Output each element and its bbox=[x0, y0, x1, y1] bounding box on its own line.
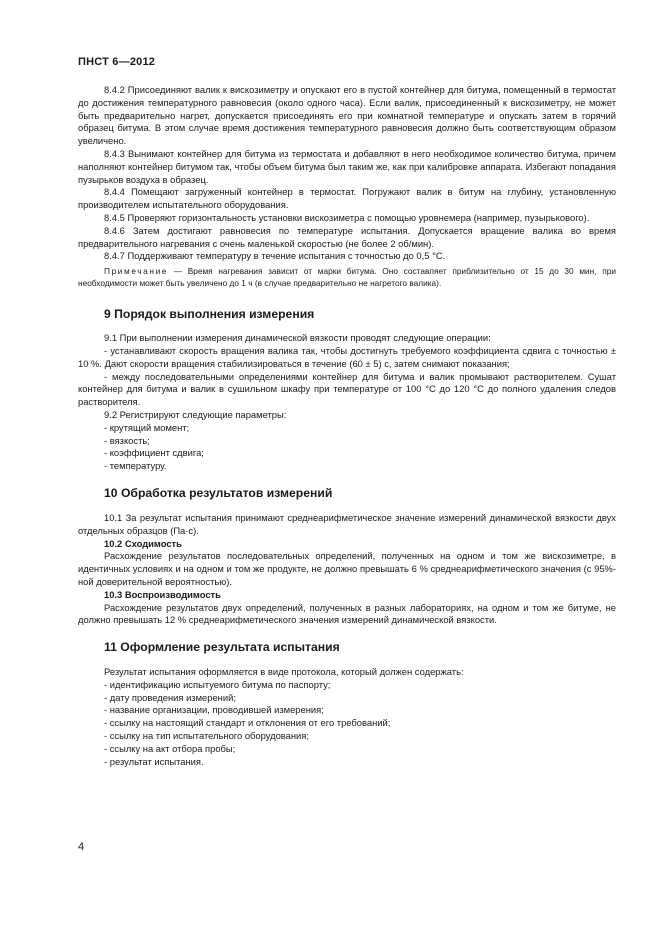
clause-9-2: 9.2 Регистрируют следующие параметры: bbox=[104, 408, 287, 420]
standard-designation: ПНСТ 6—2012 bbox=[78, 56, 156, 68]
operation-item: - между последовательными определениями контейнер для битума и валик промывают растворителем. Сушат контейнер для битума и валик в сушильном шкафу при температуре от 100 °С до 120 °С до полного удаления следов растворителя. bbox=[78, 370, 616, 408]
clause-11-intro: Результат испытания оформляется в виде протокола, который должен содержать: bbox=[104, 666, 464, 678]
note-label: Примечание bbox=[104, 266, 169, 277]
protocol-item: - ссылку на тип испытательного оборудования; bbox=[104, 730, 309, 742]
clause-10-3: Расхождение результатов двух определений, полученных в разных лабораториях, на одном и том же битуме, не должно превышать 12 % среднеарифметического значения измерений динамической вязкости. bbox=[78, 601, 616, 626]
protocol-item: - дату проведения измерений; bbox=[104, 691, 236, 703]
clause-10-2-heading: 10.2 Сходимость bbox=[104, 537, 182, 549]
protocol-item: - идентификацию испытуемого битума по паспорту; bbox=[104, 678, 331, 690]
clause-10-2: Расхождение результатов последовательных определений, полученных на одном и том же вискозиметре, в идентичных условиях и на одном и том же продукте, не должно превышать 6 % среднеарифметического значения (с 95%-ной доверительной вероятностью). bbox=[78, 550, 616, 587]
protocol-item: - название организации, проводившей измерения; bbox=[104, 704, 324, 716]
document-body bbox=[78, 84, 616, 768]
clause-8-4-4: 8.4.4 Помещают загруженный контейнер в термостат. Погружают валик в битум на глубину, установленную производителем испытательного оборудования. bbox=[78, 186, 616, 211]
section-10-title: 10 Обработка результатов измерений bbox=[104, 485, 333, 500]
protocol-item: - ссылку на настоящий стандарт и отклонения от его требований; bbox=[104, 717, 391, 729]
clause-9-1: 9.1 При выполнении измерения динамической вязкости проводят следующие операции: bbox=[104, 332, 491, 344]
parameter-item: - крутящий момент; bbox=[104, 421, 190, 433]
operation-item: - устанавливают скорость вращения валика так, чтобы достигнуть требуемого коэффициента сдвига с точностью ± 10 %. Дают скорости вращения стабилизироваться в течение (60 ± 5) с, затем снимают показания; bbox=[78, 344, 616, 369]
parameter-item: - коэффициент сдвига; bbox=[104, 447, 204, 459]
page-number: 4 bbox=[78, 841, 85, 853]
clause-10-3-heading: 10.3 Воспроизводимость bbox=[104, 588, 221, 600]
clause-8-4-3: 8.4.3 Вынимают контейнер для битума из термостата и добавляют в него необходимое количество битума, причем наполняют контейнер битумом так, чтобы объем битума был таким же, как при калибровке аппарата. Избегают попадания пузырьков воздуха в образец. bbox=[78, 147, 616, 185]
clause-10-1: 10.1 За результат испытания принимают среднеарифметическое значение измерений динамической вязкости двух отдельных образцов (Па·с). bbox=[78, 511, 616, 536]
section-11-title: 11 Оформление результата испытания bbox=[104, 640, 340, 655]
section-9-title: 9 Порядок выполнения измерения bbox=[104, 307, 315, 322]
clause-8-4-5: 8.4.5 Проверяют горизонтальность установки вискозиметра с помощью уровнемера (например, пузырькового). bbox=[104, 211, 590, 223]
parameter-item: - вязкость; bbox=[104, 434, 150, 446]
clause-8-4-6: 8.4.6 Затем достигают равновесия по температуре испытания. Допускается вращение валика во время предварительного нагревания с очень маленькой скоростью (не более 2 об/мин). bbox=[78, 224, 616, 249]
note bbox=[78, 266, 616, 289]
note-text: — Время нагревания зависит от марки битума. Оно составляет приблизительно от 15 до 30 мин, при необходимости может быть увеличено до 1 ч (в случае предварительно не нагретого валика). bbox=[78, 266, 616, 288]
clause-8-4-2: 8.4.2 Присоединяют валик к вискозиметру и опускают его в пустой контейнер для битума, помещенный в термостат до достижения температурного равновесия (около одного часа). Если валик, присоединенный к вискозиметру, не может быть предварительно нагрет, допускается присоединять его при комнатной температуре и опускать затем в горячий образец битума. В этом случае время достижения температурного равновесия должно быть соответствующим образом увеличено. bbox=[78, 84, 616, 147]
clause-8-4-7: 8.4.7 Поддерживают температуру в течение испытания с точностью до 0,5 °С. bbox=[104, 250, 446, 262]
protocol-item: - ссылку на акт отбора пробы; bbox=[104, 742, 236, 754]
protocol-item: - результат испытания. bbox=[104, 755, 204, 767]
parameter-item: - температуру. bbox=[104, 460, 167, 472]
